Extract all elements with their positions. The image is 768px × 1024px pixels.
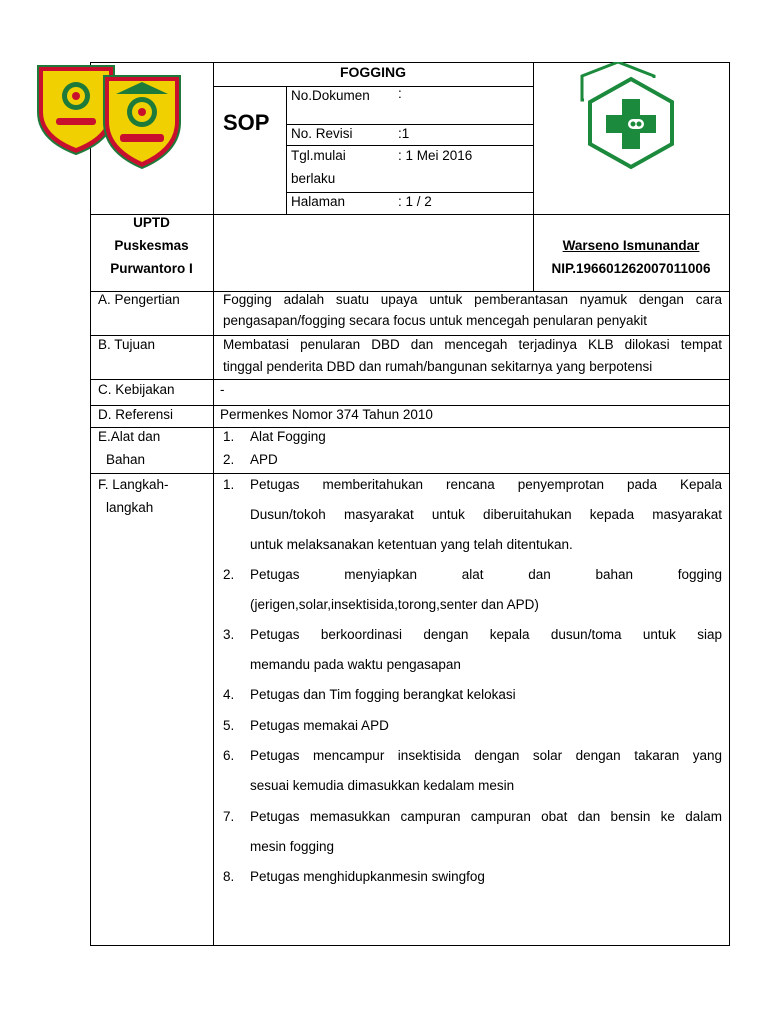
doc-number-label: No.Dokumen [291, 88, 370, 103]
doc-number-value: : [398, 86, 402, 101]
step-number: 7. [223, 809, 235, 824]
step-number: 2. [223, 567, 235, 582]
list-number: 1. [223, 429, 235, 444]
revision-value: :1 [398, 126, 410, 141]
regency-logo [34, 62, 212, 172]
start-date-label-2: berlaku [291, 171, 336, 186]
step-line: Petugas memasukkan campuran campuran obat dan bensin ke dalam [250, 809, 722, 824]
step-line: untuk melaksanakan ketentuan yang telah ditentukan. [250, 537, 573, 552]
step-line: Petugas menghidupkanmesin swingfog [250, 869, 485, 884]
section-text: Permenkes Nomor 374 Tahun 2010 [220, 407, 433, 422]
list-number: 2. [223, 452, 235, 467]
section-label: E.Alat dan [98, 429, 161, 444]
page-value: : 1 / 2 [398, 194, 432, 209]
step-line: Petugas memakai APD [250, 718, 389, 733]
step-line: sesuai kemudia dimasukkan kedalam mesin [250, 778, 515, 793]
step-line: Petugas berkoordinasi dengan kepala dusun/toma untuk siap [250, 627, 722, 642]
section-label: D. Referensi [98, 407, 174, 422]
start-date-label: Tgl.mulai [291, 148, 346, 163]
step-line: mesin fogging [250, 839, 335, 854]
section-text-line: tinggal penderita DBD dan rumah/bangunan sekitarnya yang berpotensi [223, 359, 653, 374]
section-label: F. Langkah- [98, 477, 169, 492]
section-label: langkah [106, 500, 154, 515]
step-line: Petugas menyiapkan alat dan bahan fogging [250, 567, 722, 582]
list-item: Alat Fogging [250, 429, 326, 444]
step-number: 1. [223, 477, 235, 492]
revision-label: No. Revisi [291, 126, 353, 141]
list-item: APD [250, 452, 278, 467]
step-line: Petugas memberitahukan rencana penyemprotan pada Kepala [250, 477, 722, 492]
section-text: - [220, 382, 225, 397]
signer-nip: NIP.196601262007011006 [551, 261, 711, 276]
page-label: Halaman [291, 194, 346, 209]
step-number: 4. [223, 687, 235, 702]
section-label: B. Tujuan [98, 337, 156, 352]
step-number: 5. [223, 718, 235, 733]
signer-name: Warseno Ismunandar [562, 238, 700, 253]
step-number: 3. [223, 627, 235, 642]
section-label: Bahan [106, 452, 146, 467]
section-label: C. Kebijakan [98, 382, 175, 397]
step-line: Petugas mencampur insektisida dengan solar dengan takaran yang [250, 748, 722, 763]
section-label: A. Pengertian [98, 292, 180, 307]
sop-label: SOP [223, 110, 270, 135]
step-line: Dusun/tokoh masyarakat untuk diberuitahukan kepada masyarakat [250, 507, 722, 522]
section-text-line: Membatasi penularan DBD dan mencegah terjadinya KLB dilokasi tempat [223, 337, 722, 352]
step-line: (jerigen,solar,insektisida,torong,senter dan APD) [250, 597, 539, 612]
section-text-line: Fogging adalah suatu upaya untuk pemberantasan nyamuk dengan cara [223, 292, 722, 307]
step-line: memandu pada waktu pengasapan [250, 657, 461, 672]
document-title: FOGGING [339, 64, 407, 80]
step-line: Petugas dan Tim fogging berangkat kelokasi [250, 687, 516, 702]
org-line: Purwantoro I [110, 261, 193, 276]
org-line: UPTD [133, 215, 170, 230]
puskesmas-logo [576, 62, 678, 170]
section-text-line: pengasapan/fogging secara focus untuk mencegah penularan penyakit [223, 313, 648, 328]
step-number: 8. [223, 869, 235, 884]
org-line: Puskesmas [114, 238, 189, 253]
step-number: 6. [223, 748, 235, 763]
start-date-value: : 1 Mei 2016 [398, 148, 473, 163]
